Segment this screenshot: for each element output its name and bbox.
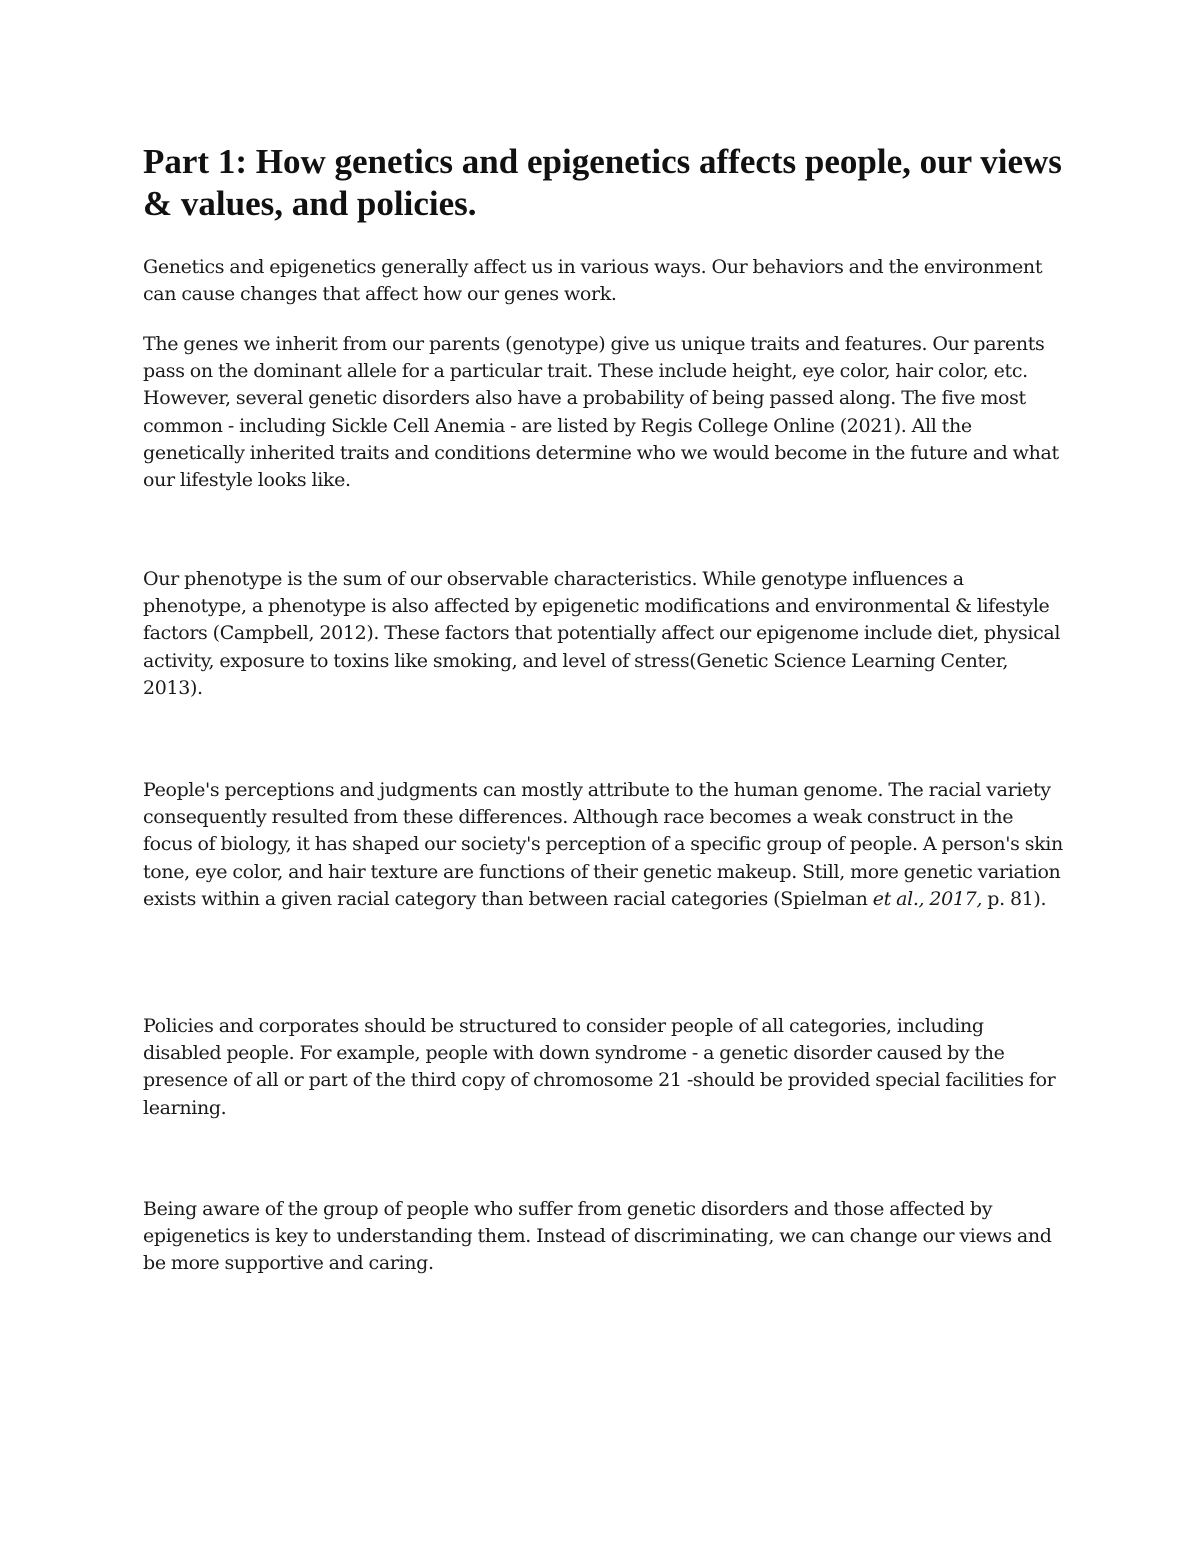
citation-year: 2017, (929, 887, 983, 910)
paragraph-genotype: The genes we inherit from our parents (genotype) give us unique traits and features. Our parents pass on the dominant allele for a particular trait. These include height, eye color, hair color, etc. However, several genetic disorders also have a probability of being passed along. The five most common - including Sickle Cell Anemia - are listed by Regis College Online (2021). All the genetically inherited traits and conditions determine who we would become in the future and what our lifestyle looks like. (143, 333, 1059, 492)
paragraph-phenotype: Our phenotype is the sum of our observable characteristics. While genotype influences a phenotype, a phenotype is also affected by epigenetic modifications and environmental & lifestyle factors (Campbell, 2012). These factors that potentially affect our epigenome include diet, physical activity, exposure to toxins like smoking, and level of stress(Genetic Science Learning Center, 2013). (143, 568, 1061, 699)
paragraph-intro: Genetics and epigenetics generally affect us in various ways. Our behaviors and the environment can cause changes that affect how our genes work. (143, 256, 1043, 306)
citation-et-al: et al., (872, 887, 925, 910)
paragraph-perceptions-text: People's perceptions and judgments can mostly attribute to the human genome. The racial variety consequently resulted from these differences. Although race becomes a weak construct in the focus of biology, it has shaped our society's perception of a specific group of people. A person's skin tone, eye color, and hair texture are functions of their genetic makeup. Still, more genetic variation exists within a given racial category than between racial categories (Spielman (143, 779, 1063, 910)
paragraph-awareness: Being aware of the group of people who suffer from genetic disorders and those affected by epigenetics is key to understanding them. Instead of discriminating, we can change our views and be more supportive and caring. (143, 1198, 1052, 1275)
document-heading: Part 1: How genetics and epigenetics affects people, our views & values, and policies. (143, 142, 1062, 223)
citation-page: p. 81). (982, 887, 1047, 910)
paragraph-policies: Policies and corporates should be structured to consider people of all categories, including disabled people. For example, people with down syndrome - a genetic disorder caused by the presence of all or part of the third copy of chromosome 21 -should be provided special facilities for learning. (143, 1015, 1056, 1119)
paragraph-perceptions (143, 777, 1065, 913)
